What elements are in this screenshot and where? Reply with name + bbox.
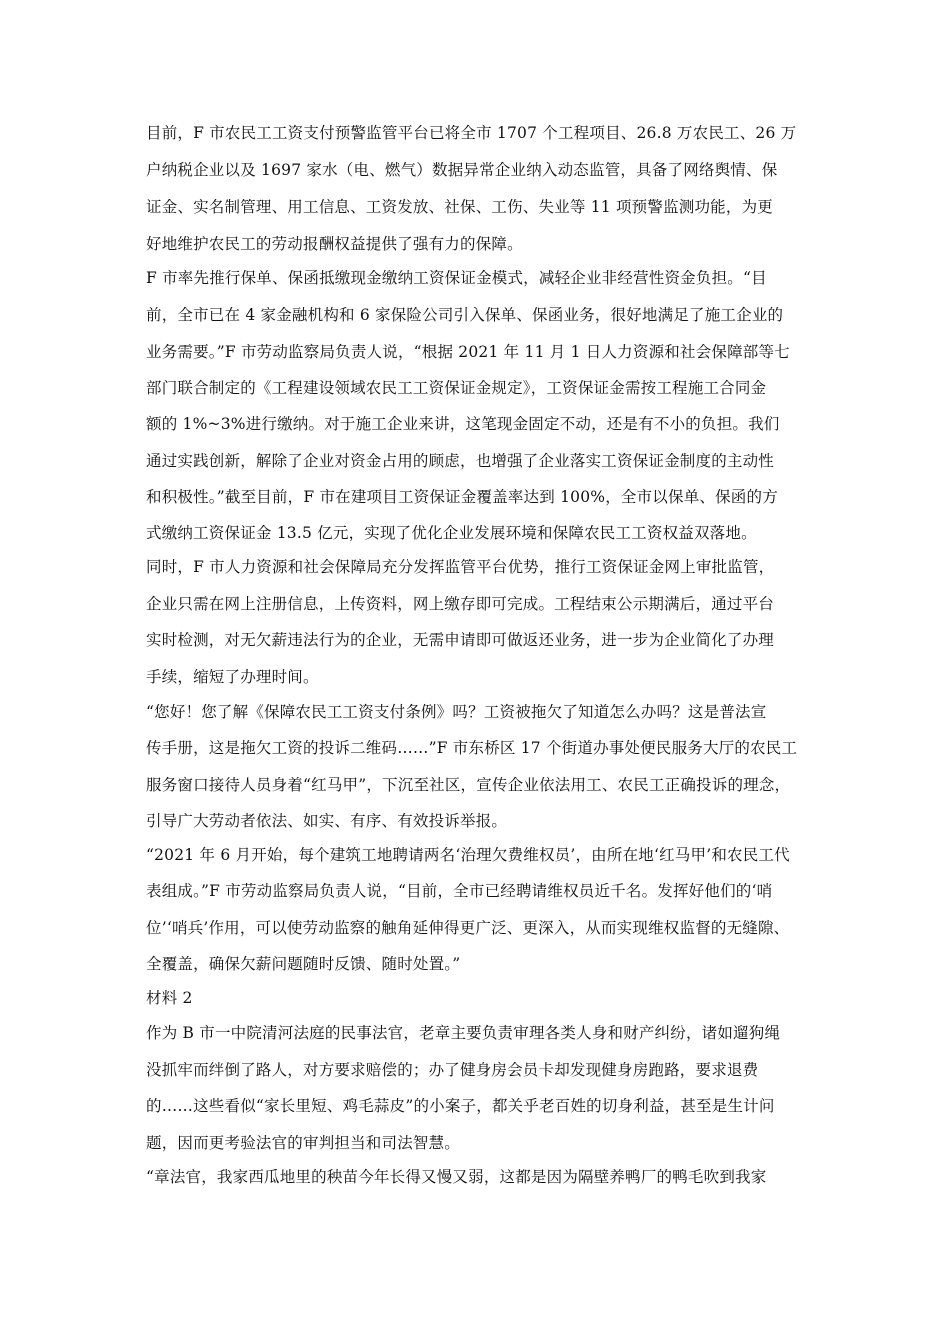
text-line: 实时检测，对无欠薪违法行为的企业，无需申请即可做返还业务，进一步为企业简化了办理 [146,631,775,649]
text-line: 同时，F 市人力资源和社会保障局充分发挥监管平台优势，推行工资保证金网上审批监管， [146,558,775,576]
text-line: 题，因而更考验法官的审判担当和司法智慧。 [146,1134,461,1152]
text-line: 表组成。”F 市劳动监察局负责人说，“目前，全市已经聘请维权员近千名。发挥好他们的‘哨 [146,882,773,900]
text-line: “2021 年 6 月开始，每个建筑工地聘请两名‘治理欠费维权员’，由所在地‘红马甲’和农民工代 [146,846,790,864]
text-line: 位’‘哨兵’作用，可以使劳动监察的触角延伸得更广泛、更深入，从而实现维权监督的无缝隙、 [146,919,790,937]
text-line: 企业只需在网上注册信息，上传资料，网上缴存即可完成。工程结束公示期满后，通过平台 [146,595,775,613]
text-line: 业务需要。”F 市劳动监察局负责人说，“根据 2021 年 11 月 1 日人力资源和社会保障部等七 [146,343,790,361]
text-line: “您好！您了解《保障农民工工资支付条例》吗？工资被拖欠了知道怎么办吗？这是普法宣 [146,703,767,721]
text-line: 部门联合制定的《工程建设领域农民工工资保证金规定》，工资保证金需按工程施工合同金 [146,379,767,397]
text-line: 服务窗口接待人员身着“红马甲”，下沉至社区，宣传企业依法用工、农民工正确投诉的理念， [146,776,791,794]
text-line: 目前，F 市农民工工资支付预警监管平台已将全市 1707 个工程项目、26.8 万农民工、26 万 [146,124,797,142]
text-line: 传手册，这是拖欠工资的投诉二维码……”F 市东桥区 17 个街道办事处便民服务大厅的农民工 [146,739,798,757]
text-line: 和积极性。”截至目前，F 市在建项目工资保证金覆盖率达到 100%，全市以保单、保函的方 [146,488,778,506]
text-line: F 市率先推行保单、保函抵缴现金缴纳工资保证金模式，减轻企业非经营性资金负担。“目 [146,269,767,287]
text-line: 证金、实名制管理、用工信息、工资发放、社保、工伤、失业等 11 项预警监测功能，为更 [146,198,773,216]
text-line: 全覆盖，确保欠薪问题随时反馈、随时处置。” [146,955,461,973]
text-line: 作为 B 市一中院清河法庭的民事法官，老章主要负责审理各类人身和财产纠纷，诸如遛狗绳 [146,1024,781,1042]
text-line: 的……这些看似“家长里短、鸡毛蒜皮”的小案子，都关乎老百姓的切身利益，甚至是生计问 [146,1097,775,1115]
text-line: “章法官，我家西瓜地里的秧苗今年长得又慢又弱，这都是因为隔壁养鸭厂的鸭毛吹到我家 [146,1168,767,1186]
text-line: 户纳税企业以及 1697 家水（电、燃气）数据异常企业纳入动态监管，具备了网络舆情、保 [146,161,778,179]
text-line: 通过实践创新，解除了企业对资金占用的顾虑，也增强了企业落实工资保证金制度的主动性 [146,452,775,470]
text-line: 手续，缩短了办理时间。 [146,668,319,686]
text-line: 没抓牢而绊倒了路人，对方要求赔偿的；办了健身房会员卡却发现健身房跑路，要求退费 [146,1061,759,1079]
text-line: 额的 1%~3%进行缴纳。对于施工企业来讲，这笔现金固定不动，还是有不小的负担。我们 [146,415,780,433]
text-line: 好地维护农民工的劳动报酬权益提供了强有力的保障。 [146,235,523,253]
text-line: 前，全市已在 4 家金融机构和 6 家保险公司引入保单、保函业务，很好地满足了施工企业的 [146,306,784,324]
text-line: 引导广大劳动者依法、如实、有序、有效投诉举报。 [146,812,508,830]
text-line: 式缴纳工资保证金 13.5 亿元，实现了优化企业发展环境和保障农民工工资权益双落地。 [146,524,757,542]
section-heading: 材料 2 [146,989,193,1007]
